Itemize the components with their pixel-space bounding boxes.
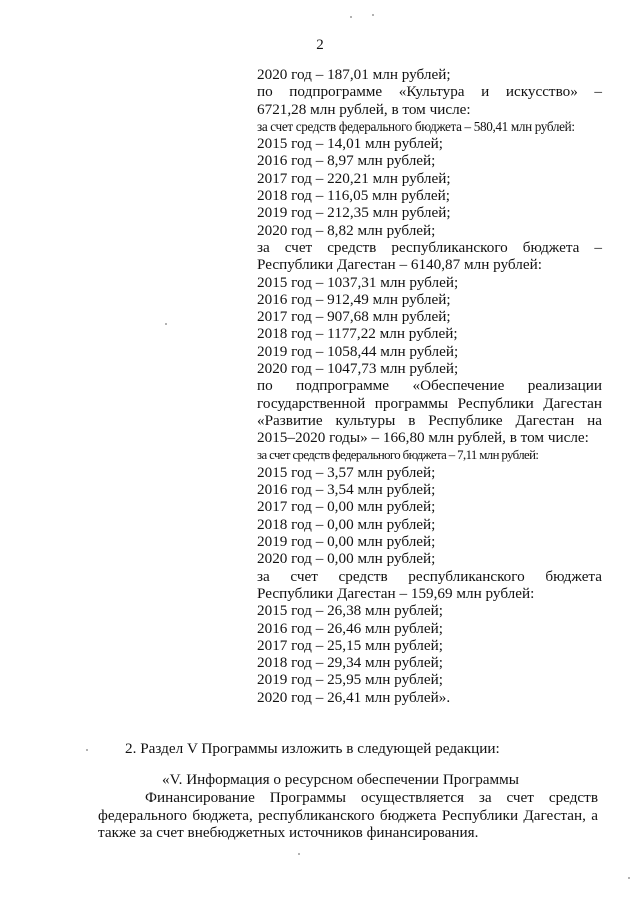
text-line: 2019 год – 212,35 млн рублей;: [257, 204, 451, 222]
text-line: 2020 год – 1047,73 млн рублей;: [257, 360, 459, 378]
text-line: по подпрограмме «Обеспечение реализации: [257, 377, 602, 395]
text-line: 2019 год – 0,00 млн рублей;: [257, 533, 436, 551]
text-line: 6721,28 млн рублей, в том числе:: [257, 100, 471, 118]
text-line: 2017 год – 25,15 млн рублей;: [257, 636, 443, 654]
text-line: 2017 год – 0,00 млн рублей;: [257, 498, 436, 516]
text-line: 2016 год – 8,97 млн рублей;: [257, 152, 436, 170]
text-line: за счет средств республиканского бюджета: [257, 567, 602, 585]
text-line: 2015 год – 1037,31 млн рублей;: [257, 273, 459, 291]
text-line: 2020 год – 8,82 млн рублей;: [257, 221, 436, 239]
text-line: 2020 год – 26,41 млн рублей».: [257, 688, 451, 706]
text-line: 2018 год – 0,00 млн рублей;: [257, 515, 436, 533]
body-line: также за счет внебюджетных источников финансирования.: [98, 824, 479, 841]
scan-speck: [350, 16, 352, 18]
text-line: за счет средств республиканского бюджета –: [257, 238, 602, 256]
text-line: 2018 год – 29,34 млн рублей;: [257, 654, 443, 672]
section-heading: «V. Информация о ресурсном обеспечении Программы: [162, 771, 519, 788]
text-line: 2018 год – 1177,22 млн рублей;: [257, 325, 458, 343]
text-line: 2019 год – 25,95 млн рублей;: [257, 671, 443, 689]
text-line: 2017 год – 220,21 млн рублей;: [257, 169, 451, 187]
text-line: 2020 год – 187,01 млн рублей;: [257, 66, 451, 83]
text-line: 2016 год – 3,54 млн рублей;: [257, 481, 436, 499]
text-line: 2015 год – 3,57 млн рублей;: [257, 463, 436, 481]
text-line: 2015–2020 годы» – 166,80 млн рублей, в том числе:: [257, 429, 589, 447]
amendment-item-2: 2. Раздел V Программы изложить в следующей редакции:: [125, 740, 500, 757]
body-line: федерального бюджета, республиканского бюджета Республики Дагестан, а: [98, 806, 598, 824]
scan-speck: [86, 749, 88, 751]
text-line: 2016 год – 26,46 млн рублей;: [257, 619, 443, 637]
text-line: Республики Дагестан – 159,69 млн рублей:: [257, 584, 535, 602]
scan-speck: [372, 14, 374, 16]
text-line: 2016 год – 912,49 млн рублей;: [257, 290, 451, 308]
text-line: 2020 год – 0,00 млн рублей;: [257, 550, 436, 568]
scan-speck: [165, 323, 167, 325]
text-line: 2019 год – 1058,44 млн рублей;: [257, 342, 459, 360]
scan-speck: [628, 877, 630, 879]
text-line: за счет средств федерального бюджета – 7,11 млн рублей:: [257, 447, 539, 462]
text-line: 2017 год – 907,68 млн рублей;: [257, 308, 451, 326]
text-line: «Развитие культуры в Республике Дагестан на: [257, 411, 602, 429]
funding-details-column: [257, 66, 602, 706]
text-line: по подпрограмме «Культура и искусство» –: [257, 83, 602, 101]
text-line: государственной программы Республики Дагестан: [257, 394, 602, 412]
page-number: 2: [316, 37, 324, 53]
section-body: [98, 789, 598, 842]
text-line: 2018 год – 116,05 млн рублей;: [257, 187, 451, 205]
text-line: 2015 год – 14,01 млн рублей;: [257, 135, 443, 153]
text-line: Республики Дагестан – 6140,87 млн рублей:: [257, 256, 542, 274]
text-line: 2015 год – 26,38 млн рублей;: [257, 602, 443, 620]
text-line: за счет средств федерального бюджета – 580,41 млн рублей:: [257, 118, 575, 134]
body-line: Финансирование Программы осуществляется за счет средств: [145, 789, 598, 806]
scan-speck: [298, 853, 300, 855]
